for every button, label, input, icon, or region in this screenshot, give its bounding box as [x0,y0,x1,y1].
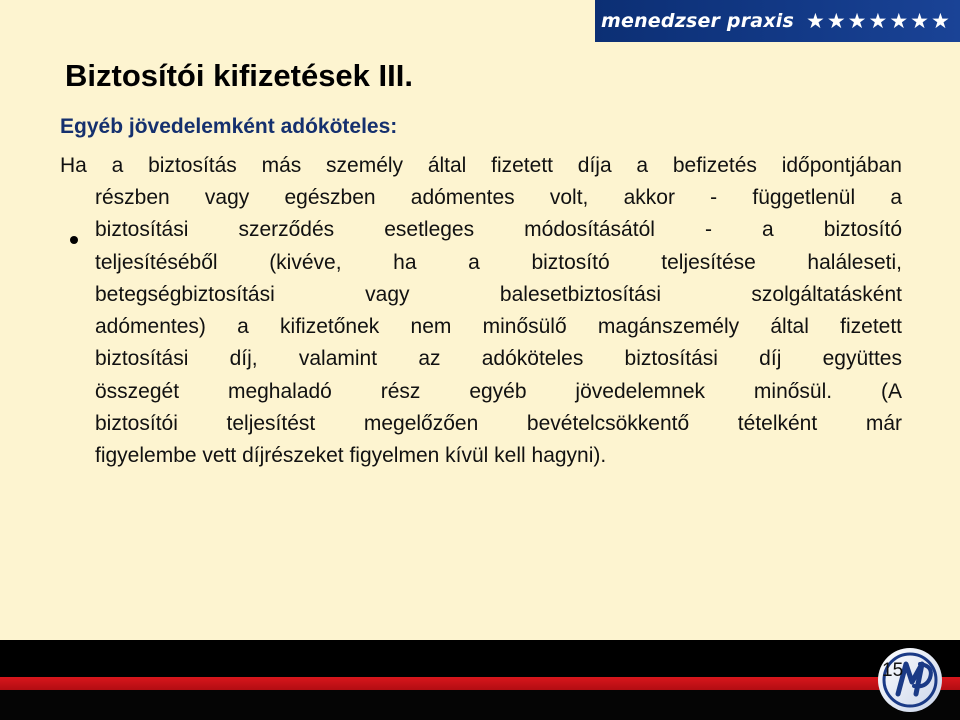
star-icon: ★ [826,9,846,33]
intro-line [60,150,902,182]
footer-accent-stripe [0,677,960,690]
star-icon: ★ [930,9,950,33]
text-line: adómentes) a kifizetőnek nem minősülő magánszemély által fizetett [95,315,902,339]
text-line: figyelembe vett díjrészeket figyelmen kívül kell hagyni). [95,444,607,468]
page-number: 15 [882,660,904,681]
star-icon: ★ [847,9,867,33]
footer-bottom-bar [0,690,960,720]
footer-bar [0,640,960,677]
text-line: összegét meghaladó rész egyéb jövedelemnek minősül. (A [95,379,902,403]
text-line: biztosítói teljesítést megelőzően bevételcsökkentő tételként már [95,412,902,436]
bullet-dot-icon [70,236,78,244]
star-icon: ★ [868,9,888,33]
subheading: Egyéb jövedelemként adóköteles: [60,115,398,138]
bullet-body [95,182,902,473]
star-icon: ★ [806,9,825,33]
brand-name: menedzser praxis [601,10,795,32]
brand-banner [595,0,960,42]
slide-title: Biztosítói kifizetések III. [65,58,413,93]
star-icon: ★ [910,9,929,33]
text-line: biztosítási díj, valamint az adóköteles biztosítási díj együttes [95,347,902,371]
brand-stars [806,11,952,32]
text-line: biztosítási szerződés esetleges módosításától - a biztosító [95,218,902,242]
star-icon: ★ [889,9,909,33]
text-line: Ha a biztosítás más személy által fizetett díja a befizetés időpontjában [60,154,902,177]
text-line: betegségbiztosítási vagy balesetbiztosítási szolgáltatásként [95,282,902,306]
text-line: teljesítéséből (kivéve, ha a biztosító teljesítése haláleseti, [95,250,902,274]
text-line: részben vagy egészben adómentes volt, akkor - függetlenül a [95,186,902,209]
